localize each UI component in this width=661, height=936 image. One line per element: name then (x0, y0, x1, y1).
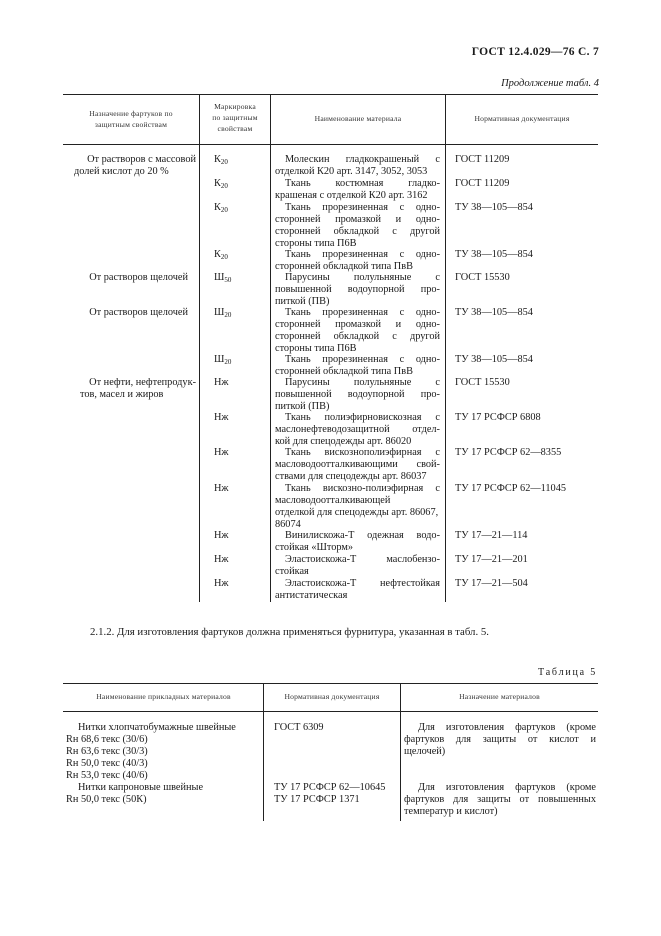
table4-doc: ТУ 38—105—854 (455, 202, 533, 213)
table4-doc: ТУ 38—105—854 (455, 307, 533, 318)
table4-mark: К20 (214, 154, 228, 166)
table5-materials-cell: Нитки капроновые швейные Rн 50,0 текс (50К) (66, 782, 204, 805)
table4-material: Ткань прорезиненная с одно- сторонней промазкой и одно- сторонней обкладкой с другой стороны типа П6В (275, 307, 440, 354)
table5-header-normative: Нормативная документация (284, 692, 380, 701)
table4-mark: Нж (214, 447, 229, 458)
table4-doc: ГОСТ 15530 (455, 272, 510, 283)
table4-material: Ткань прорезиненная с одно- сторонней обкладкой типа ПвВ (275, 354, 440, 377)
table4-doc: ТУ 17—21—201 (455, 554, 528, 565)
table4-doc: ТУ 17 РСФСР 62—11045 (455, 483, 567, 494)
table4-doc: ТУ 38—105—854 (455, 249, 533, 260)
table5-purpose-cell: Для изготовления фартуков (кроме фартуков для защиты от повышенных температур и кислот) (404, 782, 596, 817)
table4-material: Ткань полиэфирновискозная с маслонефтеводозащитной отдел- кой для спецодежды арт. 86020 (275, 412, 440, 447)
table4-material: Ткань вискознополиэфирная с масловодоотталкивающими свой- ствами для спецодежды арт. 86037 (275, 447, 440, 482)
table-continuation-caption: Продолжение табл. 4 (501, 78, 599, 89)
table4-col-divider-1 (199, 94, 200, 602)
table4-top-rule (63, 94, 598, 95)
table5-docs-cell: ГОСТ 6309 (274, 722, 324, 733)
table4-header-marking: Маркировка по защитным свойствам (212, 102, 258, 133)
table5-top-rule (63, 683, 598, 684)
table4-mark: К20 (214, 249, 228, 261)
table4-purpose-cell: От растворов с массовой долей кислот до 20 % (74, 154, 196, 177)
table5-docs-cell: ТУ 17 РСФСР 62—10645 ТУ 17 РСФСР 1371 (274, 782, 386, 805)
table5-header-purpose: Назначение материалов (459, 692, 540, 701)
table4-material: Винилискожа-Т одежная водо- стойкая «Шторм» (275, 530, 440, 553)
table4-purpose-cell: От нефти, нефтепродук- тов, масел и жиров (80, 377, 196, 400)
page-header: ГОСТ 12.4.029—76 С. 7 (471, 46, 599, 58)
table4-material: Парусины полульняные с повышенной водоупорной про- питкой (ПВ) (275, 272, 440, 307)
table4-doc: ГОСТ 11209 (455, 178, 510, 189)
table4-mark: Ш50 (214, 272, 232, 284)
table4-material: Ткань костюмная гладко- крашеная с отделкой К20 арт. 3162 (275, 178, 440, 201)
table4-mark: Нж (214, 530, 229, 541)
table4-doc: ТУ 17—21—114 (455, 530, 528, 541)
paragraph-2-1-2: 2.1.2. Для изготовления фартуков должна применяться фурнитура, указанная в табл. 5. (90, 626, 489, 638)
table4-mark: Нж (214, 377, 229, 388)
table4-doc: ТУ 17—21—504 (455, 578, 528, 589)
table4-mark: К20 (214, 202, 228, 214)
table5-purpose-cell: Для изготовления фартуков (кроме фартуков для защиты от кислот и щелочей) (404, 722, 596, 757)
table4-mark: Ш20 (214, 354, 232, 366)
table4-doc: ТУ 17 РСФСР 6808 (455, 412, 541, 423)
table4-material: Эластоискожа-Т нефтестойкая антистатическая (275, 578, 440, 601)
table4-mark: Нж (214, 483, 229, 494)
table5-col-divider-2 (400, 683, 401, 821)
table4-col-divider-2 (270, 94, 271, 602)
table4-doc: ГОСТ 11209 (455, 154, 510, 165)
table5-materials-cell: Нитки хлопчатобумажные швейные Rн 68,6 текс (30/6) Rн 63,6 текс (30/3) Rн 50,0 текс (40/3) Rн 53,0 текс (40/6) (66, 722, 236, 781)
table4-purpose-cell: От растворов щелочей (89, 272, 188, 283)
table4-material: Молескин гладкокрашеный с отделкой К20 арт. 3147, 3052, 3053 (275, 154, 440, 177)
table4-doc: ГОСТ 15530 (455, 377, 510, 388)
table5-col-divider-1 (263, 683, 264, 821)
table4-header-material: Наименование материала (314, 114, 402, 123)
table4-material: Эластоискожа-Т маслобензо- стойкая (275, 554, 440, 577)
table4-col-divider-3 (445, 94, 446, 602)
table4-mark: Ш20 (214, 307, 232, 319)
table4-purpose-cell: От растворов щелочей (89, 307, 188, 318)
table4-material: Ткань вискозно-полиэфирная с масловодоотталкивающей отделкой для спецодежды арт. 86067, 86074 (275, 483, 440, 530)
table4-doc: ТУ 38—105—854 (455, 354, 533, 365)
table4-header-normative: Нормативная документация (474, 114, 570, 123)
table5-header-materials: Наименование прикладных материалов (96, 692, 231, 701)
table4-header-purpose: Назначение фартуков по защитным свойствам (89, 109, 173, 129)
table4-mark: К20 (214, 178, 228, 190)
table5-caption: Таблица 5 (538, 667, 597, 678)
table4-mark: Нж (214, 578, 229, 589)
table4-mark: Нж (214, 412, 229, 423)
table5-header-rule (63, 711, 598, 712)
table4-doc: ТУ 17 РСФСР 62—8355 (455, 447, 562, 458)
table4-header-rule (63, 144, 598, 145)
table4-material: Ткань прорезиненная с одно- сторонней промазкой и одно- сторонней обкладкой с другой стороны типа П6В (275, 202, 440, 249)
table4-material: Ткань прорезиненная с одно- сторонней обкладкой типа ПвВ (275, 249, 440, 272)
table4-mark: Нж (214, 554, 229, 565)
table4-material: Парусины полульняные с повышенной водоупорной про- питкой (ПВ) (275, 377, 440, 412)
